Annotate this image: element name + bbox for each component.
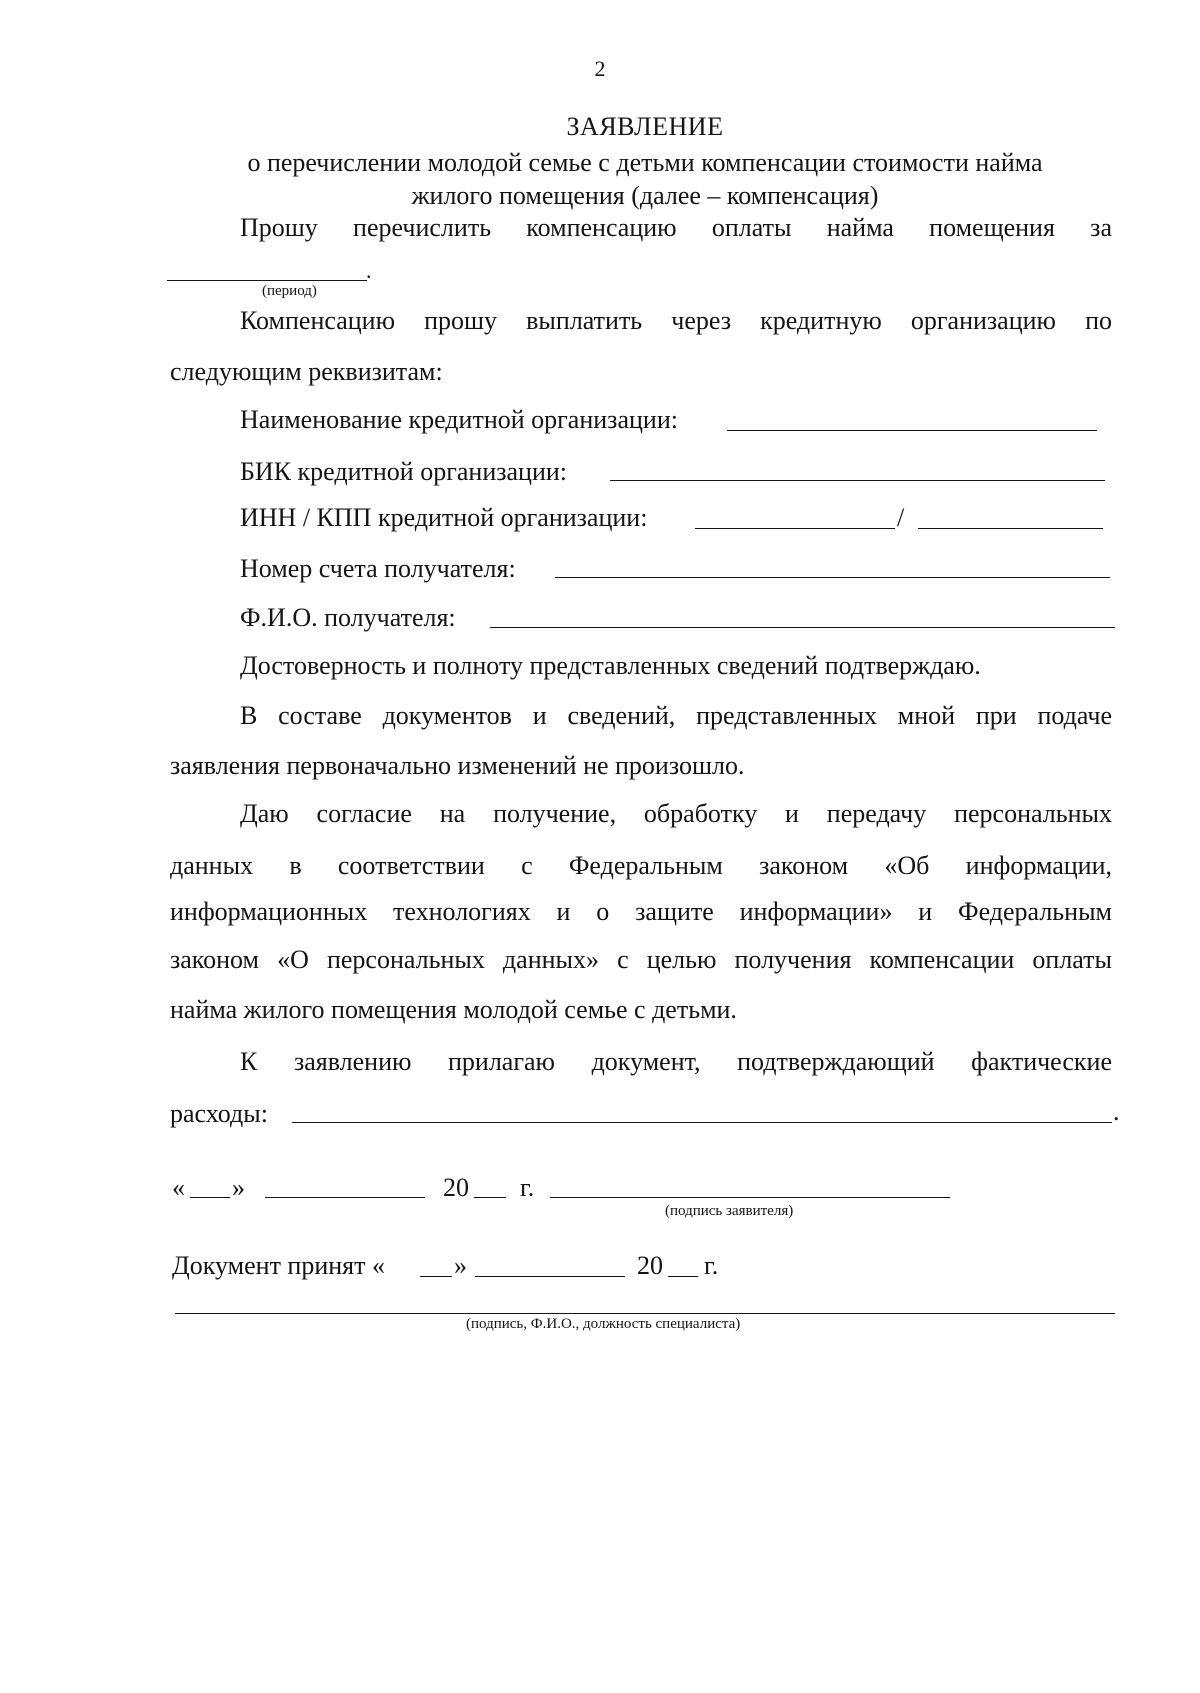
inn-field[interactable] <box>695 528 895 529</box>
no-changes-line1: В составе документов и сведений, представленных мной при подаче <box>240 701 1112 730</box>
date-year-prefix: 20 <box>443 1173 469 1202</box>
accepted-year-prefix: 20 <box>637 1251 663 1280</box>
specialist-signature-caption: (подпись, Ф.И.О., должность специалиста) <box>466 1316 741 1332</box>
period-blank[interactable] <box>167 280 367 281</box>
consent-line3: информационных технологиях и о защите информации» и Федеральным <box>170 897 1112 926</box>
account-field[interactable] <box>555 577 1110 578</box>
recipient-name-field[interactable] <box>490 627 1115 628</box>
consent-line2: данных в соответствии с Федеральным законом «Об информации, <box>170 851 1112 880</box>
request-line1: Прошу перечислить компенсацию оплаты найма помещения за <box>240 213 1112 242</box>
recipient-name-label: Ф.И.О. получателя: <box>240 603 456 632</box>
accepted-year-suffix: г. <box>704 1251 719 1280</box>
date-month-field[interactable] <box>265 1197 425 1198</box>
payment-intro-line1: Компенсацию прошу выплатить через кредитную организацию по <box>240 306 1112 335</box>
attach-line1: К заявлению прилагаю документ, подтверждающий фактические <box>240 1047 1112 1076</box>
bik-label: БИК кредитной организации: <box>240 457 568 486</box>
accepted-year-field[interactable] <box>668 1276 698 1277</box>
attach-field[interactable] <box>292 1122 1112 1123</box>
applicant-signature-field[interactable] <box>550 1197 950 1198</box>
attach-label: расходы: <box>170 1099 268 1128</box>
period-end: . <box>366 258 372 283</box>
confirm-text: Достоверность и полноту представленных сведений подтверждаю. <box>240 651 981 680</box>
page-number: 2 <box>594 56 606 81</box>
inn-kpp-label: ИНН / КПП кредитной организации: <box>240 503 648 532</box>
accepted-label: Документ принят « <box>172 1251 385 1280</box>
bik-field[interactable] <box>610 480 1105 481</box>
document-subtitle-line2: жилого помещения (далее – компенсация) <box>411 181 879 210</box>
no-changes-line2: заявления первоначально изменений не произошло. <box>170 751 745 780</box>
accepted-close-quote: » <box>454 1251 467 1280</box>
consent-line4: законом «О персональных данных» с целью получения компенсации оплаты <box>170 945 1112 974</box>
consent-line1: Даю согласие на получение, обработку и передачу персональных <box>240 799 1112 828</box>
kpp-field[interactable] <box>918 528 1103 529</box>
consent-line5: найма жилого помещения молодой семье с детьми. <box>170 995 737 1024</box>
document-title: ЗАЯВЛЕНИЕ <box>566 112 724 141</box>
payment-intro-line2: следующим реквизитам: <box>170 357 443 386</box>
inn-kpp-separator: / <box>897 503 905 532</box>
date-close-quote: » <box>232 1173 245 1202</box>
date-open-quote: « <box>172 1173 185 1202</box>
date-year-suffix: г. <box>520 1173 535 1202</box>
attach-end: . <box>1113 1097 1120 1126</box>
accepted-day-field[interactable] <box>420 1276 452 1277</box>
bank-name-label: Наименование кредитной организации: <box>240 405 678 434</box>
accepted-month-field[interactable] <box>475 1276 625 1277</box>
period-caption: (период) <box>262 283 317 299</box>
specialist-signature-field[interactable] <box>175 1313 1115 1314</box>
bank-name-field[interactable] <box>727 430 1097 431</box>
document-subtitle-line1: о перечислении молодой семье с детьми компенсации стоимости найма <box>247 148 1043 177</box>
date-year-field[interactable] <box>474 1197 506 1198</box>
applicant-signature-caption: (подпись заявителя) <box>665 1203 794 1219</box>
date-day-field[interactable] <box>190 1197 230 1198</box>
account-label: Номер счета получателя: <box>240 554 516 583</box>
